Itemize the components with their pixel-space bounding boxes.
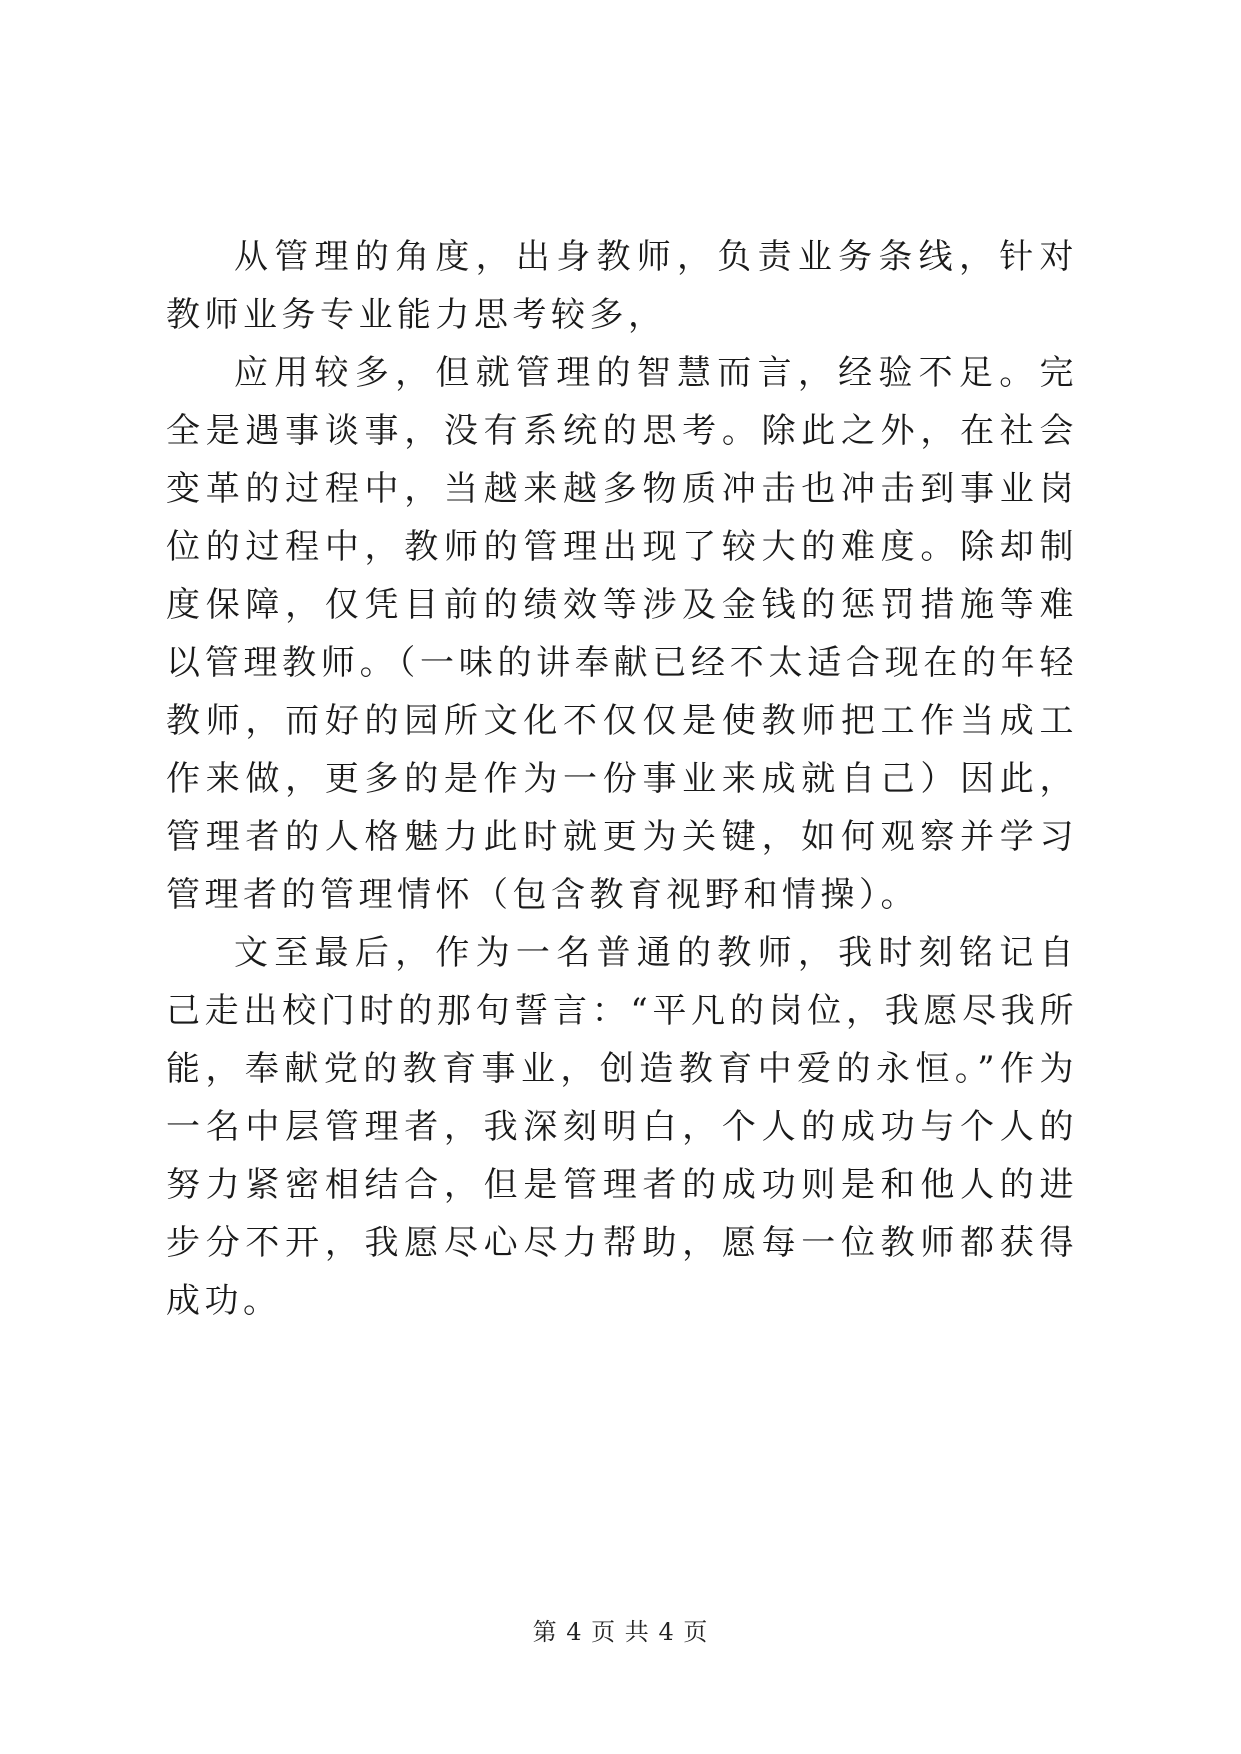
paragraph-2: 应用较多，但就管理的智慧而言，经验不足。完全是遇事谈事，没有系统的思考。除此之外，在社会变革的过程中，当越来越多物质冲击也冲击到事业岗位的过程中，教师的管理出现了较大的难度。除却制度保障，仅凭目前的绩效等涉及金钱的惩罚措施等难以管理教师。（一味的讲奉献已经不太适合现在的年轻教师，而好的园所文化不仅仅是使教师把工作当成工作来做，更多的是作为一份事业来成就自己）因此，管理者的人格魅力此时就更为关键，如何观察并学习管理者的管理情怀（包含教育视野和情操）。 xyxy=(166,353,1078,915)
document-body xyxy=(166,228,1078,1330)
paragraph-3: 文至最后，作为一名普通的教师，我时刻铭记自己走出校门时的那句誓言：“平凡的岗位，我愿尽我所能，奉献党的教育事业，创造教育中爱的永恒。”作为一名中层管理者，我深刻明白，个人的成功与个人的努力紧密相结合，但是管理者的成功则是和他人的进步分不开，我愿尽心尽力帮助，愿每一位教师都获得成功。 xyxy=(166,933,1078,1321)
page-footer: 第 4 页 共 4 页 xyxy=(532,1618,709,1646)
paragraph-1: 从管理的角度，出身教师，负责业务条线，针对教师业务专业能力思考较多， xyxy=(166,237,1078,335)
